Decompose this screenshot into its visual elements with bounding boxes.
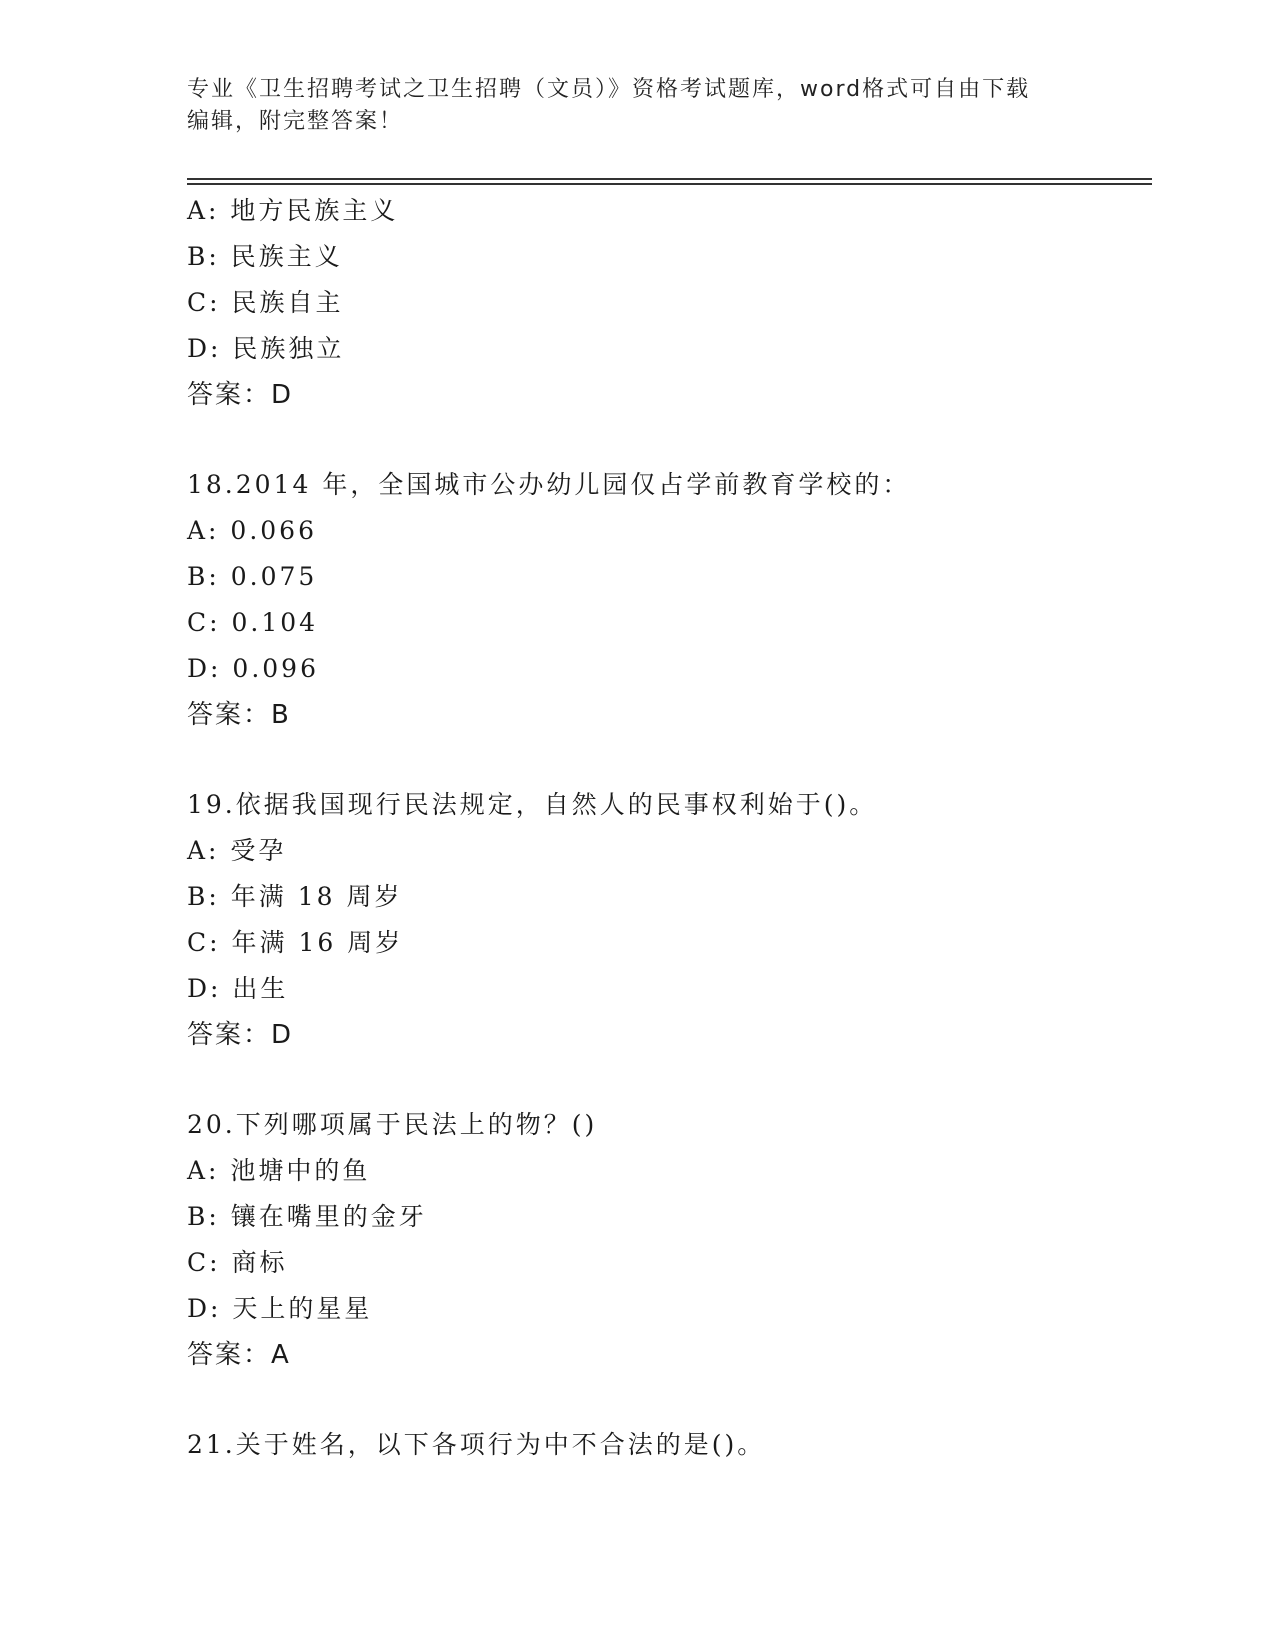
option-c: C: 民族自主 [187,288,344,317]
option-d: D: 天上的星星 [187,1294,373,1323]
option-c: C: 年满 16 周岁 [187,928,404,957]
question-text: 19.依据我国现行民法规定，自然人的民事权利始于()。 [187,790,878,819]
header-line-2: 编辑，附完整答案！ [187,109,404,134]
header-line-1: 专业《卫生招聘考试之卫生招聘（文员）》资格考试题库，word格式可自由下载 [187,77,1031,102]
option-c: C: 0.104 [187,608,319,637]
header-divider-top [187,178,1152,180]
option-a: A: 池塘中的鱼 [187,1156,371,1185]
option-a: A: 受孕 [187,836,287,865]
question-19 [187,782,1152,1058]
header-divider-bottom [187,183,1152,185]
question-20 [187,1102,1152,1378]
option-b: B: 民族主义 [187,242,343,271]
answer: 答案：D [187,1020,294,1050]
document-header [187,74,1067,138]
option-c: C: 商标 [187,1248,288,1277]
question-21 [187,1422,1152,1468]
answer: 答案：B [187,700,291,730]
option-a: A: 地方民族主义 [187,196,399,225]
question-text: 18.2014 年，全国城市公办幼儿园仅占学前教育学校的： [187,470,911,499]
question-text: 21.关于姓名，以下各项行为中不合法的是()。 [187,1430,766,1459]
option-b: B: 年满 18 周岁 [187,882,403,911]
option-b: B: 0.075 [187,562,318,591]
answer: 答案：D [187,380,294,410]
question-list [187,188,1152,1468]
answer: 答案：A [187,1340,291,1370]
option-d: D: 民族独立 [187,334,345,363]
question-17 [187,188,1152,418]
question-18 [187,462,1152,738]
option-d: D: 出生 [187,974,289,1003]
option-a: A: 0.066 [187,516,317,545]
option-b: B: 镶在嘴里的金牙 [187,1202,427,1231]
question-text: 20.下列哪项属于民法上的物？() [187,1110,598,1139]
option-d: D: 0.096 [187,654,319,683]
